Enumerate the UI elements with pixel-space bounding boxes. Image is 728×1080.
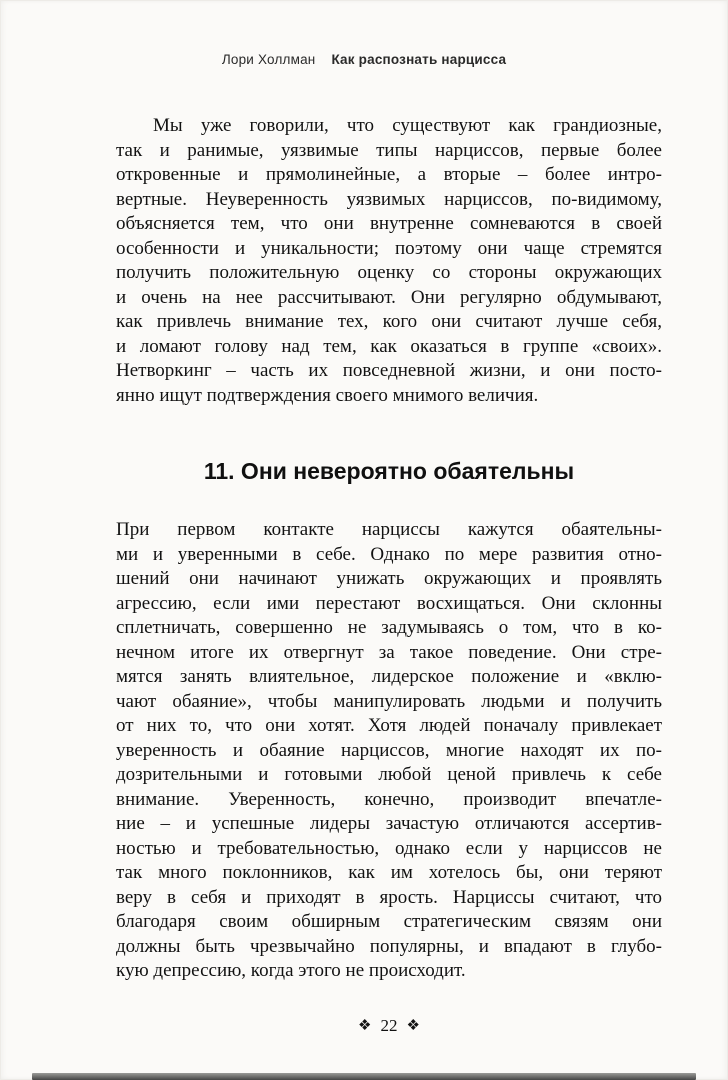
text-line: кую депрессию, когда этого не происходит. (116, 960, 466, 981)
text-line: объясняется тем, что они внутренне сомневаются в своей (116, 213, 662, 234)
text-line: агрессию, если ими перестают восхищаться. Они склонны (116, 592, 662, 614)
text-line: благодаря своим обширным стратегическим связям они (116, 911, 662, 932)
text-line: как привлечь внимание тех, кого они считают лучше себя, (116, 311, 662, 332)
text-line: так и ранимые, уязвимые типы нарциссов, первые более (116, 139, 662, 161)
text-line: Нетворкинг – часть их повседневной жизни, и они посто- (116, 360, 662, 381)
page-edge-shadow (32, 1073, 696, 1080)
text-line: ми и уверенными в себе. Однако по мере развития отно- (116, 543, 662, 565)
section-heading: 11. Они невероятно обаятельны (203, 458, 575, 484)
text-line: ностью и требовательностью, однако если у нарциссов не (116, 837, 662, 859)
running-head (0, 52, 728, 67)
text-line: дозрительными и готовыми любой ценой привлечь к себе (116, 764, 662, 785)
text-line: шений они начинают унижать окружающих и проявлять (116, 568, 662, 589)
paragraph-2 (116, 518, 662, 984)
diamond-ornament-icon: ❖ (358, 1018, 372, 1034)
text-line: получить положительную оценку со стороны окружающих (116, 262, 662, 283)
text-line: и ломают голову над тем, как оказаться в группе «своих». (116, 335, 662, 357)
page-number: 22 (380, 1016, 398, 1035)
text-line: ние – и успешные лидеры зачастую отличаются ассертив- (116, 813, 662, 834)
text-line: вертные. Неуверенность уязвимых нарциссов, по-видимому, (116, 188, 662, 210)
text-line: должны быть чрезвычайно популярны, и впадают в глубо- (116, 935, 662, 957)
text-line: внимание. Уверенность, конечно, производит впечатле- (116, 788, 662, 810)
text-line: нечном итоге их отвергнут за такое поведение. Они стре- (116, 641, 662, 663)
text-line: так много поклонников, как им хотелось бы, они теряют (116, 862, 662, 883)
author-name: Лори Холлман (221, 52, 316, 67)
page-footer (116, 1016, 662, 1036)
text-line: чают обаяние», чтобы манипулировать людьми и получить (116, 690, 662, 712)
text-line: сплетничать, совершенно не задумываясь о том, что в ко- (116, 617, 662, 638)
text-line: веру в себя и приходят в ярость. Нарциссы считают, что (116, 886, 662, 908)
book-title: Как распознать нарцисса (331, 52, 507, 67)
text-line: от них то, что они хотят. Хотя людей поначалу привлекает (116, 715, 662, 736)
text-line: янно ищут подтверждения своего мнимого величия. (116, 384, 539, 406)
text-line: откровенные и прямолинейные, а вторые – более интро- (116, 164, 662, 185)
text-line: мятся занять влиятельное, лидерское положение и «вклю- (116, 666, 662, 687)
text-line: и очень на нее рассчитывают. Они регулярно обдумывают, (116, 286, 662, 308)
text-line: При первом контакте нарциссы кажутся обаятельны- (116, 519, 662, 540)
paragraph-1 (116, 114, 662, 408)
text-line: особенности и уникальности; поэтому они чаще стремятся (116, 237, 662, 259)
text-line: уверенность и обаяние нарциссов, многие находят их по- (116, 739, 662, 761)
text-line: Мы уже говорили, что существуют как грандиозные, (153, 115, 662, 136)
diamond-ornament-icon: ❖ (406, 1018, 420, 1034)
